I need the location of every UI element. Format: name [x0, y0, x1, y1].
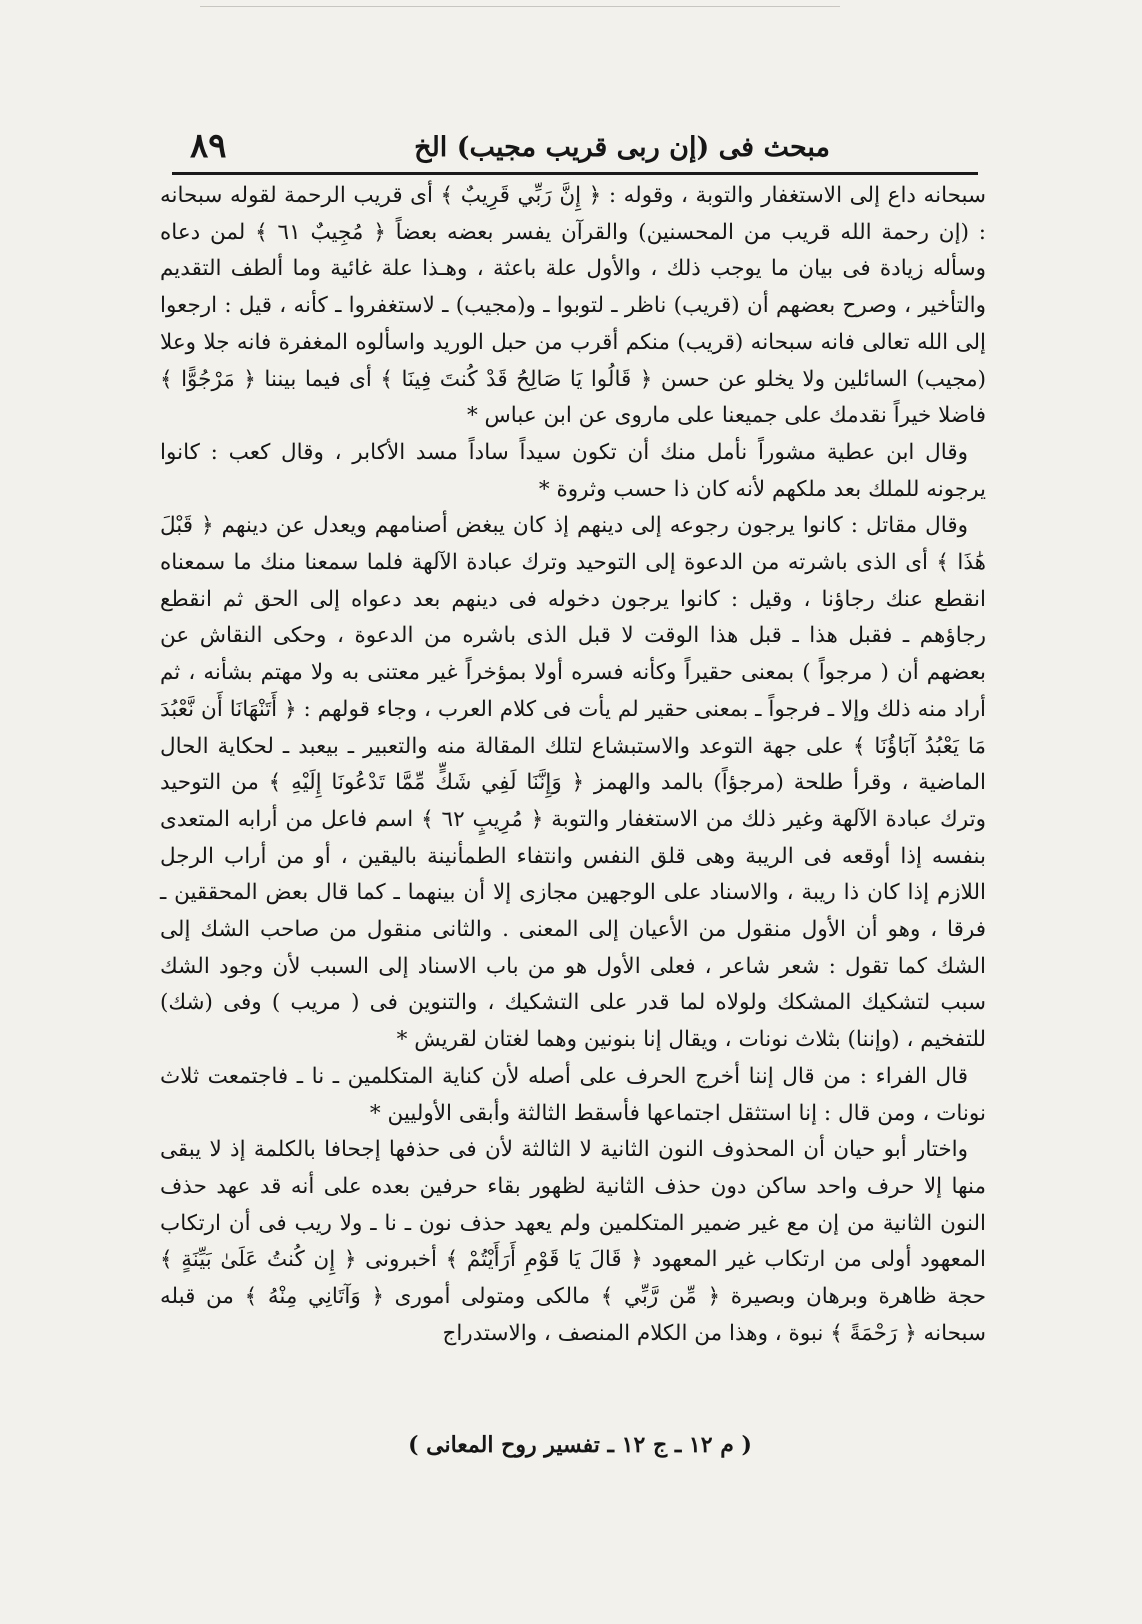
scan-artifact-line: [200, 6, 840, 9]
paragraph: سبحانه داع إلى الاستغفار والتوبة ، وقوله : ﴿ إِنَّ رَبِّي قَرِيبٌ ﴾ أى قريب الرحمة لقوله سبحانه : (إن رحمة الله قريب من المحسنين) والقرآن يفسر بعضه بعضاً ﴿ مُجِيبٌ ٦١ ﴾ لمن دعاه وسأله زيادة فى بيان ما يوجب ذلك ، والأول علة باعثة ، وهـذا علة غائية وما ألطف التقديم والتأخير ، وصرح بعضهم أن (قريب) ناظر ـ لتوبوا ـ و(مجيب) ـ لاستغفروا ـ كأنه ، قيل : ارجعوا إلى الله تعالى فانه سبحانه (قريب) منكم أقرب من حبل الوريد واسألوه المغفرة فانه جلا وعلا (مجيب) السائلين ولا يخلو عن حسن ﴿ قَالُوا يَا صَالِحُ قَدْ كُنتَ فِينَا ﴾ أى فيما بيننا ﴿ مَرْجُوًّا ﴾ فاضلا خيراً نقدمك على جميعنا على ماروى عن ابن عباس *: [160, 183, 986, 429]
header-rule: [172, 172, 978, 175]
paragraph: وقال ابن عطية مشوراً نأمل منك أن تكون سيداً ساداً مسد الأكابر ، وقال كعب : كانوا يرجونه للملك بعد ملكهم لأنه كان ذا حسب وثروة *: [160, 439, 986, 502]
page-number: ٨٩: [190, 126, 227, 166]
paragraph: قال الفراء : من قال إننا أخرج الحرف على أصله لأن كناية المتكلمين ـ نا ـ فاجتمعت ثلاث نونات ، ومن قال : إنا استثقل اجتماعها فأسقط الثالثة وأبقى الأوليين *: [160, 1063, 986, 1126]
paragraph: وقال مقاتل : كانوا يرجون رجوعه إلى دينهم إذ كان يبغض أصنامهم ويعدل عن دينهم ﴿ قَبْلَ هَٰذَا ﴾ أى الذى باشرته من الدعوة إلى التوحيد وترك عبادة الآلهة فلما سمعنا منك ما سمعناه انقطع عنك رجاؤنا ، وقيل : كانوا يرجون دخوله فى دينهم بعد دعواه إلى الحق ثم انقطع رجاؤهم ـ فقبل هذا ـ قبل هذا الوقت لا قبل الذى باشره من الدعوة ، وحكى النقاش عن بعضهم أن ( مرجواً ) بمعنى حقيراً وكأنه فسره أولا بمؤخراً غير معتنى به ولا مهتم بشأنه ، ثم أراد منه ذلك وإلا ـ فرجواً ـ بمعنى حقير لم يأت فى كلام العرب ، وجاء قولهم : ﴿ أَتَنْهَانَا أَن نَّعْبُدَ مَا يَعْبُدُ آبَاؤُنَا ﴾ على جهة التوعد والاستبشاع لتلك المقالة منه والتعبير ـ بيعبد ـ لحكاية الحال الماضية ، وقرأ طلحة (مرجؤاً) بالمد والهمز ﴿ وَإِنَّنَا لَفِي شَكٍّ مِّمَّا تَدْعُونَا إِلَيْهِ ﴾ من التوحيد وترك عبادة الآلهة وغير ذلك من الاستغفار والتوبة ﴿ مُرِيبٍ ٦٢ ﴾ اسم فاعل من أرابه المتعدى بنفسه إذا أوقعه فى الريبة وهى قلق النفس وانتفاء الطمأنينة باليقين ، أو من أراب الرجل اللازم إذا كان ذا ريبة ، والاسناد على الوجهين مجازى إلا أن بينهما ـ كما قال بعض المحققين ـ فرقا ، وهو أن الأول منقول من الأعيان إلى المعنى . والثانى منقول من صاحب الشك إلى الشك كما تقول : شعر شاعر ، فعلى الأول هو من باب الاسناد إلى السبب لأن وجود الشك سبب لتشكيك المشكك ولولاه لما قدر على التشكيك ، والتنوين فى ( مريب ) وفى (شك) للتفخيم ، (وإننا) بثلاث نونات ، ويقال إنا بنونين وهما لغتان لقريش *: [160, 513, 986, 1053]
running-title: مبحث فى (إن ربى قريب مجيب) الخ: [414, 132, 830, 163]
footer-signature: ( م ١٢ ـ ج ١٢ ـ تفسير روح المعانى ): [408, 1432, 752, 1458]
paragraph: واختار أبو حيان أن المحذوف النون الثانية لا الثالثة لأن فى حذفها إجحافا بالكلمة إذ لا يبقى منها إلا حرف واحد ساكن دون حذف الثانية لظهور بقاء حرفين بعده على أنه قد عهد حذف النون الثانية من إن مع غير ضمير المتكلمين ولم يعهد حذف نون ـ نا ـ ولا ريب فى أن ارتكاب المعهود أولى من ارتكاب غير المعهود ﴿ قَالَ يَا قَوْمِ أَرَأَيْتُمْ ﴾ أخبرونى ﴿ إِن كُنتُ عَلَىٰ بَيِّنَةٍ ﴾ حجة ظاهرة وبرهان وبصيرة ﴿ مِّن رَّبِّي ﴾ مالكى ومتولى أمورى ﴿ وَآتَانِي مِنْهُ ﴾ من قبله سبحانه ﴿ رَحْمَةً ﴾ نبوة ، وهذا من الكلام المنصف ، والاستدراج: [160, 1137, 986, 1346]
page-header: [170, 126, 980, 172]
body-text: [160, 178, 986, 1353]
